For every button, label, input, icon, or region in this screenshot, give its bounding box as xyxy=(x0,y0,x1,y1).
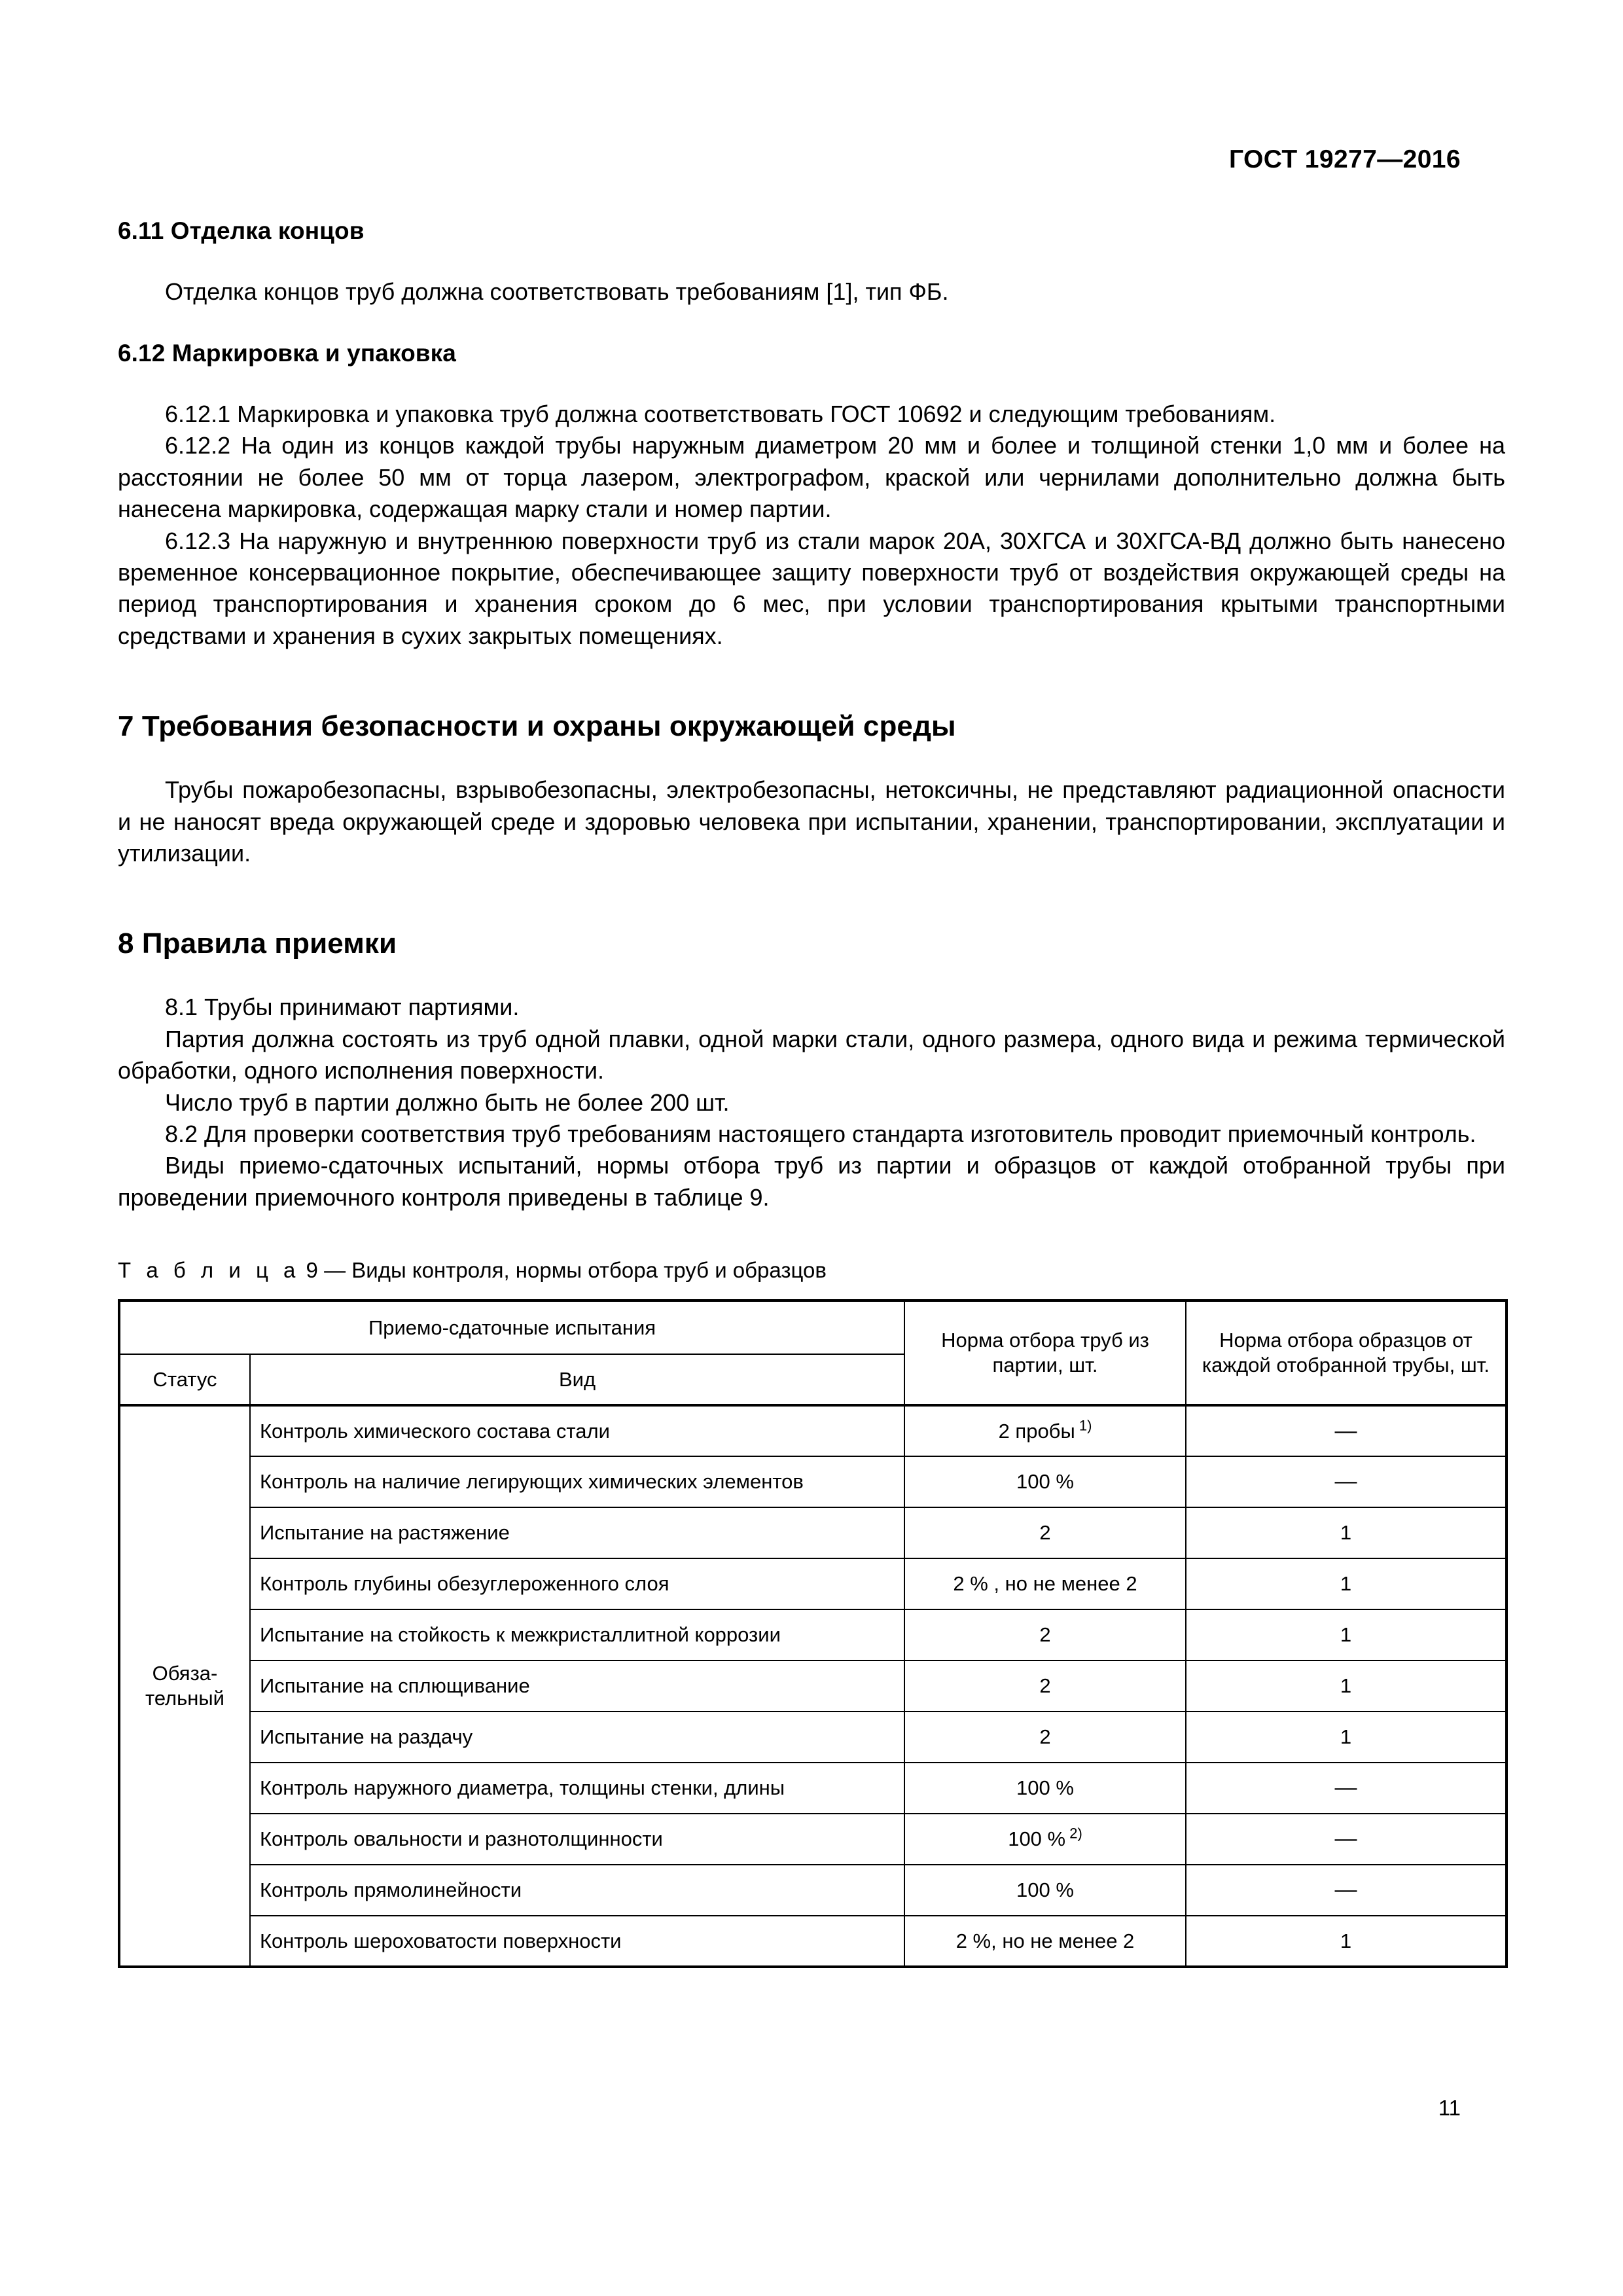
table-row xyxy=(119,1865,1507,1916)
paragraph-8-1: 8.1 Трубы принимают партиями. xyxy=(165,994,520,1021)
cell-kind: Контроль химического состава стали xyxy=(250,1405,904,1456)
cell-norm-samples: 1 xyxy=(1186,1660,1507,1712)
heading-6-11: 6.11 Отделка концов xyxy=(118,217,365,244)
cell-kind: Испытание на стойкость к межкристаллитной коррозии xyxy=(250,1609,904,1660)
cell-kind: Испытание на растяжение xyxy=(250,1507,904,1558)
paragraph-6-12-2: 6.12.2 На один из концов каждой трубы наружным диаметром 20 мм и более и толщиной стенки 1,0 мм и более на расстоянии не более 50 мм от торца лазером, электрографом, краской или чернилами дополнительно должна быть нанесена маркировка, содержащая марку стали и номер партии. xyxy=(118,432,1505,523)
cell-norm-tubes: 100 % xyxy=(904,1456,1186,1507)
footnote-marker: 1) xyxy=(1075,1417,1092,1434)
paragraph-8-2: 8.2 Для проверки соответствия труб требованиям настоящего стандарта изготовитель проводит приемочный контроль. xyxy=(165,1121,1476,1147)
cell-norm-samples: 1 xyxy=(1186,1916,1507,1967)
cell-norm-samples xyxy=(1186,1865,1507,1916)
cell-norm-tubes: 2 xyxy=(904,1712,1186,1763)
cell-norm-tubes: 100 % xyxy=(904,1865,1186,1916)
empty-dash: — xyxy=(1334,1469,1357,1494)
spacer xyxy=(118,652,1505,708)
paragraph-6-12-3: 6.12.3 На наружную и внутреннюю поверхности труб из стали марок 20А, 30ХГСА и 30ХГСА-ВД должно быть нанесено временное консервационное покрытие, обеспечивающее защиту поверхности труб от воздействия окружающей среды на период транспортирования и хранения сроком до 6 мес, при условии транспортирования крытыми транспортными средствами и хранения в сухих закрытых помещениях. xyxy=(118,527,1505,649)
table-row xyxy=(119,1763,1507,1814)
cell-norm-samples xyxy=(1186,1814,1507,1865)
cell-norm-samples: 1 xyxy=(1186,1609,1507,1660)
table-row xyxy=(119,1507,1507,1558)
paragraph-section-7-body: Трубы пожаробезопасны, взрывобезопасны, электробезопасны, нетоксичны, не представляют радиационной опасности и не наносят вреда окружающей среде и здоровью человека при испытании, хранении, транспортировании, эксплуатации и утилизации. xyxy=(118,776,1505,867)
header-status: Статус xyxy=(119,1354,250,1405)
page-number: 11 xyxy=(1438,2096,1461,2120)
cell-norm-tubes: 100 % $^{2)}$ xyxy=(904,1814,1186,1865)
cell-norm-samples xyxy=(1186,1456,1507,1507)
table-row xyxy=(119,1609,1507,1660)
table-row xyxy=(119,1405,1507,1456)
table-caption-dash: — xyxy=(324,1258,346,1283)
spacer xyxy=(118,246,1505,276)
empty-dash: — xyxy=(1334,1775,1357,1801)
heading-6-12: 6.12 Маркировка и упаковка xyxy=(118,339,456,367)
cell-norm-tubes: 2 xyxy=(904,1507,1186,1558)
header-norm-tubes: Норма отбора труб из партии, шт. xyxy=(904,1300,1186,1405)
table-caption-number: 9 xyxy=(306,1258,318,1283)
table-row xyxy=(119,1558,1507,1609)
table-row xyxy=(119,1660,1507,1712)
footnote-marker: 2) xyxy=(1065,1825,1082,1842)
cell-norm-tubes: 2 пробы $^{1)}$ xyxy=(904,1405,1186,1456)
cell-kind: Контроль овальности и разнотолщинности xyxy=(250,1814,904,1865)
spacer xyxy=(118,308,1505,338)
cell-kind: Испытание на раздачу xyxy=(250,1712,904,1763)
cell-kind: Контроль наружного диаметра, толщины стенки, длины xyxy=(250,1763,904,1814)
empty-dash: — xyxy=(1334,1418,1357,1443)
cell-status: Обяза- тельный xyxy=(119,1405,250,1967)
cell-norm-samples: 1 xyxy=(1186,1507,1507,1558)
table-head xyxy=(119,1300,1507,1405)
cell-kind: Контроль глубины обезуглероженного слоя xyxy=(250,1558,904,1609)
header-group-acceptance-tests: Приемо-сдаточные испытания xyxy=(119,1300,904,1354)
cell-norm-tubes: 2 xyxy=(904,1660,1186,1712)
paragraph-8-2-types: Виды приемо-сдаточных испытаний, нормы отбора труб из партии и образцов от каждой отобранной трубы при проведении приемочного контроля приведены в таблице 9. xyxy=(118,1152,1505,1211)
table-body xyxy=(119,1405,1507,1967)
spacer xyxy=(118,368,1505,399)
cell-norm-tubes: 2 % , но не менее 2 xyxy=(904,1558,1186,1609)
cell-kind: Контроль на наличие легирующих химических элементов xyxy=(250,1456,904,1507)
paragraph-8-1-batch: Партия должна состоять из труб одной плавки, одной марки стали, одного размера, одного вида и режима термической обработки, одного исполнения поверхности. xyxy=(118,1025,1505,1085)
cell-norm-samples xyxy=(1186,1405,1507,1456)
cell-norm-tubes: 2 xyxy=(904,1609,1186,1660)
cell-norm-tubes: 2 %, но не менее 2 xyxy=(904,1916,1186,1967)
table-caption-title: Виды контроля, нормы отбора труб и образцов xyxy=(351,1258,827,1283)
cell-kind: Контроль прямолинейности xyxy=(250,1865,904,1916)
heading-section-7: 7 Требования безопасности и охраны окружающей среды xyxy=(118,710,956,743)
header-norm-samples: Норма отбора образцов от каждой отобранной трубы, шт. xyxy=(1186,1300,1507,1405)
cell-norm-samples xyxy=(1186,1763,1507,1814)
cell-norm-samples: 1 xyxy=(1186,1712,1507,1763)
header-kind: Вид xyxy=(250,1354,904,1405)
running-header-standard: ГОСТ 19277—2016 xyxy=(1229,145,1461,173)
heading-section-8: 8 Правила приемки xyxy=(118,927,397,960)
spacer xyxy=(118,744,1505,774)
cell-norm-samples: 1 xyxy=(1186,1558,1507,1609)
acceptance-tests-table xyxy=(118,1299,1508,1968)
table-caption xyxy=(118,1257,1505,1285)
table-row xyxy=(119,1916,1507,1967)
table-row xyxy=(119,1814,1507,1865)
spacer xyxy=(118,869,1505,925)
table-header-row-group xyxy=(119,1300,1507,1354)
spacer xyxy=(118,1213,1505,1257)
cell-kind: Контроль шероховатости поверхности xyxy=(250,1916,904,1967)
empty-dash: — xyxy=(1334,1826,1357,1852)
empty-dash: — xyxy=(1334,1877,1357,1903)
spacer xyxy=(118,961,1505,992)
document-body xyxy=(118,216,1505,1968)
paragraph-6-12-1: 6.12.1 Маркировка и упаковка труб должна соответствовать ГОСТ 10692 и следующим требованиям. xyxy=(165,400,1276,427)
paragraph-8-1-count: Число труб в партии должно быть не более 200 шт. xyxy=(165,1088,730,1116)
table-row xyxy=(119,1456,1507,1507)
table-row xyxy=(119,1712,1507,1763)
paragraph-6-11-body: Отделка концов труб должна соответствовать требованиям [1], тип ФБ. xyxy=(165,278,949,306)
table-caption-label: Т а б л и ц а xyxy=(118,1258,300,1283)
cell-norm-tubes: 100 % xyxy=(904,1763,1186,1814)
cell-kind: Испытание на сплющивание xyxy=(250,1660,904,1712)
